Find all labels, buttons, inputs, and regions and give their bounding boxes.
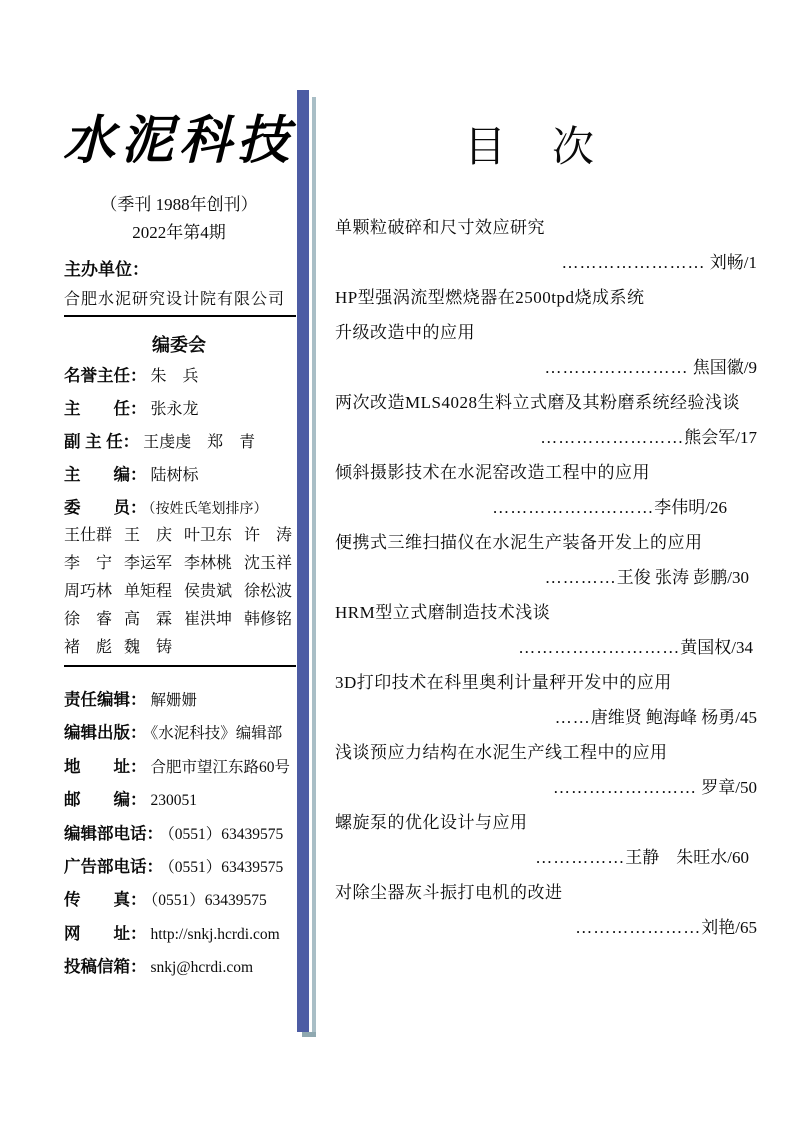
horizontal-rule-bottom <box>64 665 296 667</box>
vertical-divider-bar <box>297 90 309 1032</box>
toc-article-byline <box>335 490 765 525</box>
role-value: 张永龙 <box>150 401 199 418</box>
toc-article-byline <box>335 560 765 595</box>
member-name: 魏 铸 <box>124 639 173 656</box>
member-name: 崔洪坤 <box>184 611 233 628</box>
toc-header: 目 次 <box>463 122 596 171</box>
toc-article-byline <box>335 630 765 665</box>
dot-leader: …………………… <box>540 428 685 447</box>
horizontal-rule-top <box>64 315 296 317</box>
member-name: 李林桃 <box>184 555 233 572</box>
role-label: 名誉主任： <box>64 367 147 385</box>
divider-shadow-bottom <box>302 1032 316 1037</box>
pub-value: （0551）63439575 <box>150 892 267 910</box>
toc-article-title: HP型强涡流型燃烧器在2500tpd烧成系统 <box>335 288 645 307</box>
role-value: 陆树标 <box>150 467 199 484</box>
member-name: 李 宁 <box>64 555 113 572</box>
toc-article-byline <box>335 245 765 280</box>
role-label: 主 编： <box>64 466 147 484</box>
toc-authors-page: 刘畅/1 <box>705 253 757 272</box>
pub-label: 编辑部电话： <box>64 824 163 843</box>
toc-entry <box>335 385 765 455</box>
toc-authors-page: 黄国权/34 <box>680 638 753 657</box>
dot-leader: …… <box>554 708 591 727</box>
toc-entry <box>335 210 765 280</box>
pub-label: 邮 编： <box>64 791 147 810</box>
role-note: （按姓氏笔划排序） <box>148 502 268 517</box>
toc-article-title: HRM型立式磨制造技术浅谈 <box>335 603 551 622</box>
toc-entry <box>335 875 765 945</box>
toc-authors-page: 王俊 张涛 彭鹏/30 <box>616 568 749 587</box>
board-role-row <box>64 492 296 526</box>
editorial-board-roles <box>64 360 296 526</box>
pub-value: 合肥市望江东路60号 <box>150 758 291 776</box>
pub-value: 230051 <box>150 792 197 810</box>
member-name: 韩修铭 <box>244 611 293 628</box>
role-label: 副 主 任： <box>64 433 140 451</box>
toc-authors-page: 罗章/50 <box>697 778 757 797</box>
dot-leader: ………… <box>544 568 617 587</box>
member-name: 叶卫东 <box>184 527 233 544</box>
organizer-label: 主办单位： <box>64 260 149 279</box>
dot-leader: ……………………… <box>518 638 681 657</box>
role-label: 主 任： <box>64 400 147 418</box>
pub-info-row <box>64 951 314 984</box>
member-name: 褚 彪 <box>64 639 113 656</box>
toc-entry <box>335 280 765 385</box>
journal-issue: 2022年第4期 <box>132 223 226 242</box>
toc-article-byline <box>335 350 765 385</box>
role-value: 朱 兵 <box>150 368 199 385</box>
toc-authors-page: 焦国徽/9 <box>688 358 757 377</box>
member-name: 许 涛 <box>244 527 293 544</box>
dot-leader: …………………… <box>561 253 706 272</box>
pub-info-row <box>64 918 314 951</box>
member-name <box>184 634 244 662</box>
member-name: 李运军 <box>124 555 173 572</box>
pub-label: 传 真： <box>64 891 147 910</box>
journal-title: 水泥科技 <box>62 110 295 171</box>
toc-entry <box>335 595 765 665</box>
toc-article-title-line2: 升级改造中的应用 <box>335 323 475 342</box>
dot-leader: ………………… <box>575 918 702 937</box>
pub-info-row <box>64 684 314 717</box>
toc-article-title: 单颗粒破碎和尺寸效应研究 <box>335 218 545 237</box>
pub-info-row <box>64 851 314 884</box>
toc-authors-page: 李伟明/26 <box>654 498 727 517</box>
toc-entry <box>335 735 765 805</box>
pub-label: 投稿信箱： <box>64 958 147 977</box>
dot-leader: …………………… <box>553 778 698 797</box>
dot-leader: ……………………… <box>492 498 655 517</box>
board-role-row <box>64 459 296 492</box>
toc-authors-page: 王静 朱旺水/60 <box>625 848 749 867</box>
toc-article-byline <box>335 420 765 455</box>
pub-value: 《水泥科技》编辑部 <box>150 725 283 743</box>
member-name: 侯贵斌 <box>184 583 233 600</box>
pub-label: 地 址： <box>64 757 147 776</box>
member-name: 王仕群 <box>64 527 113 544</box>
toc-authors-page: 熊会军/17 <box>684 428 757 447</box>
pub-info-row <box>64 751 314 784</box>
pub-value: snkj@hcrdi.com <box>150 959 254 977</box>
pub-label: 广告部电话： <box>64 858 163 877</box>
pub-label: 网 址： <box>64 924 147 943</box>
role-value: 王虔虔 郑 青 <box>143 434 256 451</box>
editorial-board-header: 编委会 <box>152 335 206 355</box>
pub-info-row <box>64 818 314 851</box>
dot-leader: …………………… <box>544 358 689 377</box>
editorial-board-members <box>64 522 296 662</box>
toc-article-title: 两次改造MLS4028生料立式磨及其粉磨系统经验浅谈 <box>335 393 740 412</box>
toc-article-title: 浅谈预应力结构在水泥生产线工程中的应用 <box>335 743 668 762</box>
toc-article-title: 便携式三维扫描仪在水泥生产装备开发上的应用 <box>335 533 703 552</box>
toc-article-byline <box>335 910 765 945</box>
pub-info-row <box>64 717 314 750</box>
journal-subtitle: （季刊 1988年创刊） <box>100 195 258 214</box>
dot-leader: …………… <box>535 848 626 867</box>
toc-article-title: 螺旋泵的优化设计与应用 <box>335 813 528 832</box>
toc-article-title: 对除尘器灰斗振打电机的改进 <box>335 883 563 902</box>
member-name: 高 霖 <box>124 611 173 628</box>
member-name: 单矩程 <box>124 583 173 600</box>
divider-shadow-right <box>312 97 316 1037</box>
pub-value: （0551）63439575 <box>167 859 284 877</box>
member-name: 徐松波 <box>244 583 293 600</box>
toc-article-byline <box>335 700 765 735</box>
pub-info-row <box>64 884 314 917</box>
toc-article-title: 倾斜摄影技术在水泥窑改造工程中的应用 <box>335 463 650 482</box>
board-role-row <box>64 360 296 393</box>
organizer-name: 合肥水泥研究设计院有限公司 <box>64 291 286 308</box>
member-name: 沈玉祥 <box>244 555 293 572</box>
toc-list <box>335 210 765 945</box>
pub-value: 解姗姗 <box>150 692 198 709</box>
pub-value: （0551）63439575 <box>167 825 284 843</box>
toc-article-byline <box>335 770 765 805</box>
member-name: 徐 睿 <box>64 611 113 628</box>
member-name: 王 庆 <box>124 527 173 544</box>
toc-article-title: 3D打印技术在科里奥利计量秤开发中的应用 <box>335 673 672 692</box>
member-name: 周巧林 <box>64 583 113 600</box>
pub-value: http://snkj.hcrdi.com <box>150 925 280 943</box>
board-role-row <box>64 426 296 459</box>
toc-authors-page: 唐维贤 鲍海峰 杨勇/45 <box>590 708 757 727</box>
toc-entry <box>335 665 765 735</box>
toc-entry <box>335 805 765 875</box>
member-name <box>244 634 296 662</box>
toc-entry <box>335 455 765 525</box>
toc-entry <box>335 525 765 595</box>
publication-info <box>64 684 314 985</box>
toc-authors-page: 刘艳/65 <box>701 918 757 937</box>
board-role-row <box>64 393 296 426</box>
pub-info-row <box>64 784 314 817</box>
role-label: 委 员： <box>64 499 147 517</box>
toc-article-byline <box>335 840 765 875</box>
pub-label: 责任编辑： <box>64 691 147 709</box>
pub-label: 编辑出版： <box>64 724 147 743</box>
